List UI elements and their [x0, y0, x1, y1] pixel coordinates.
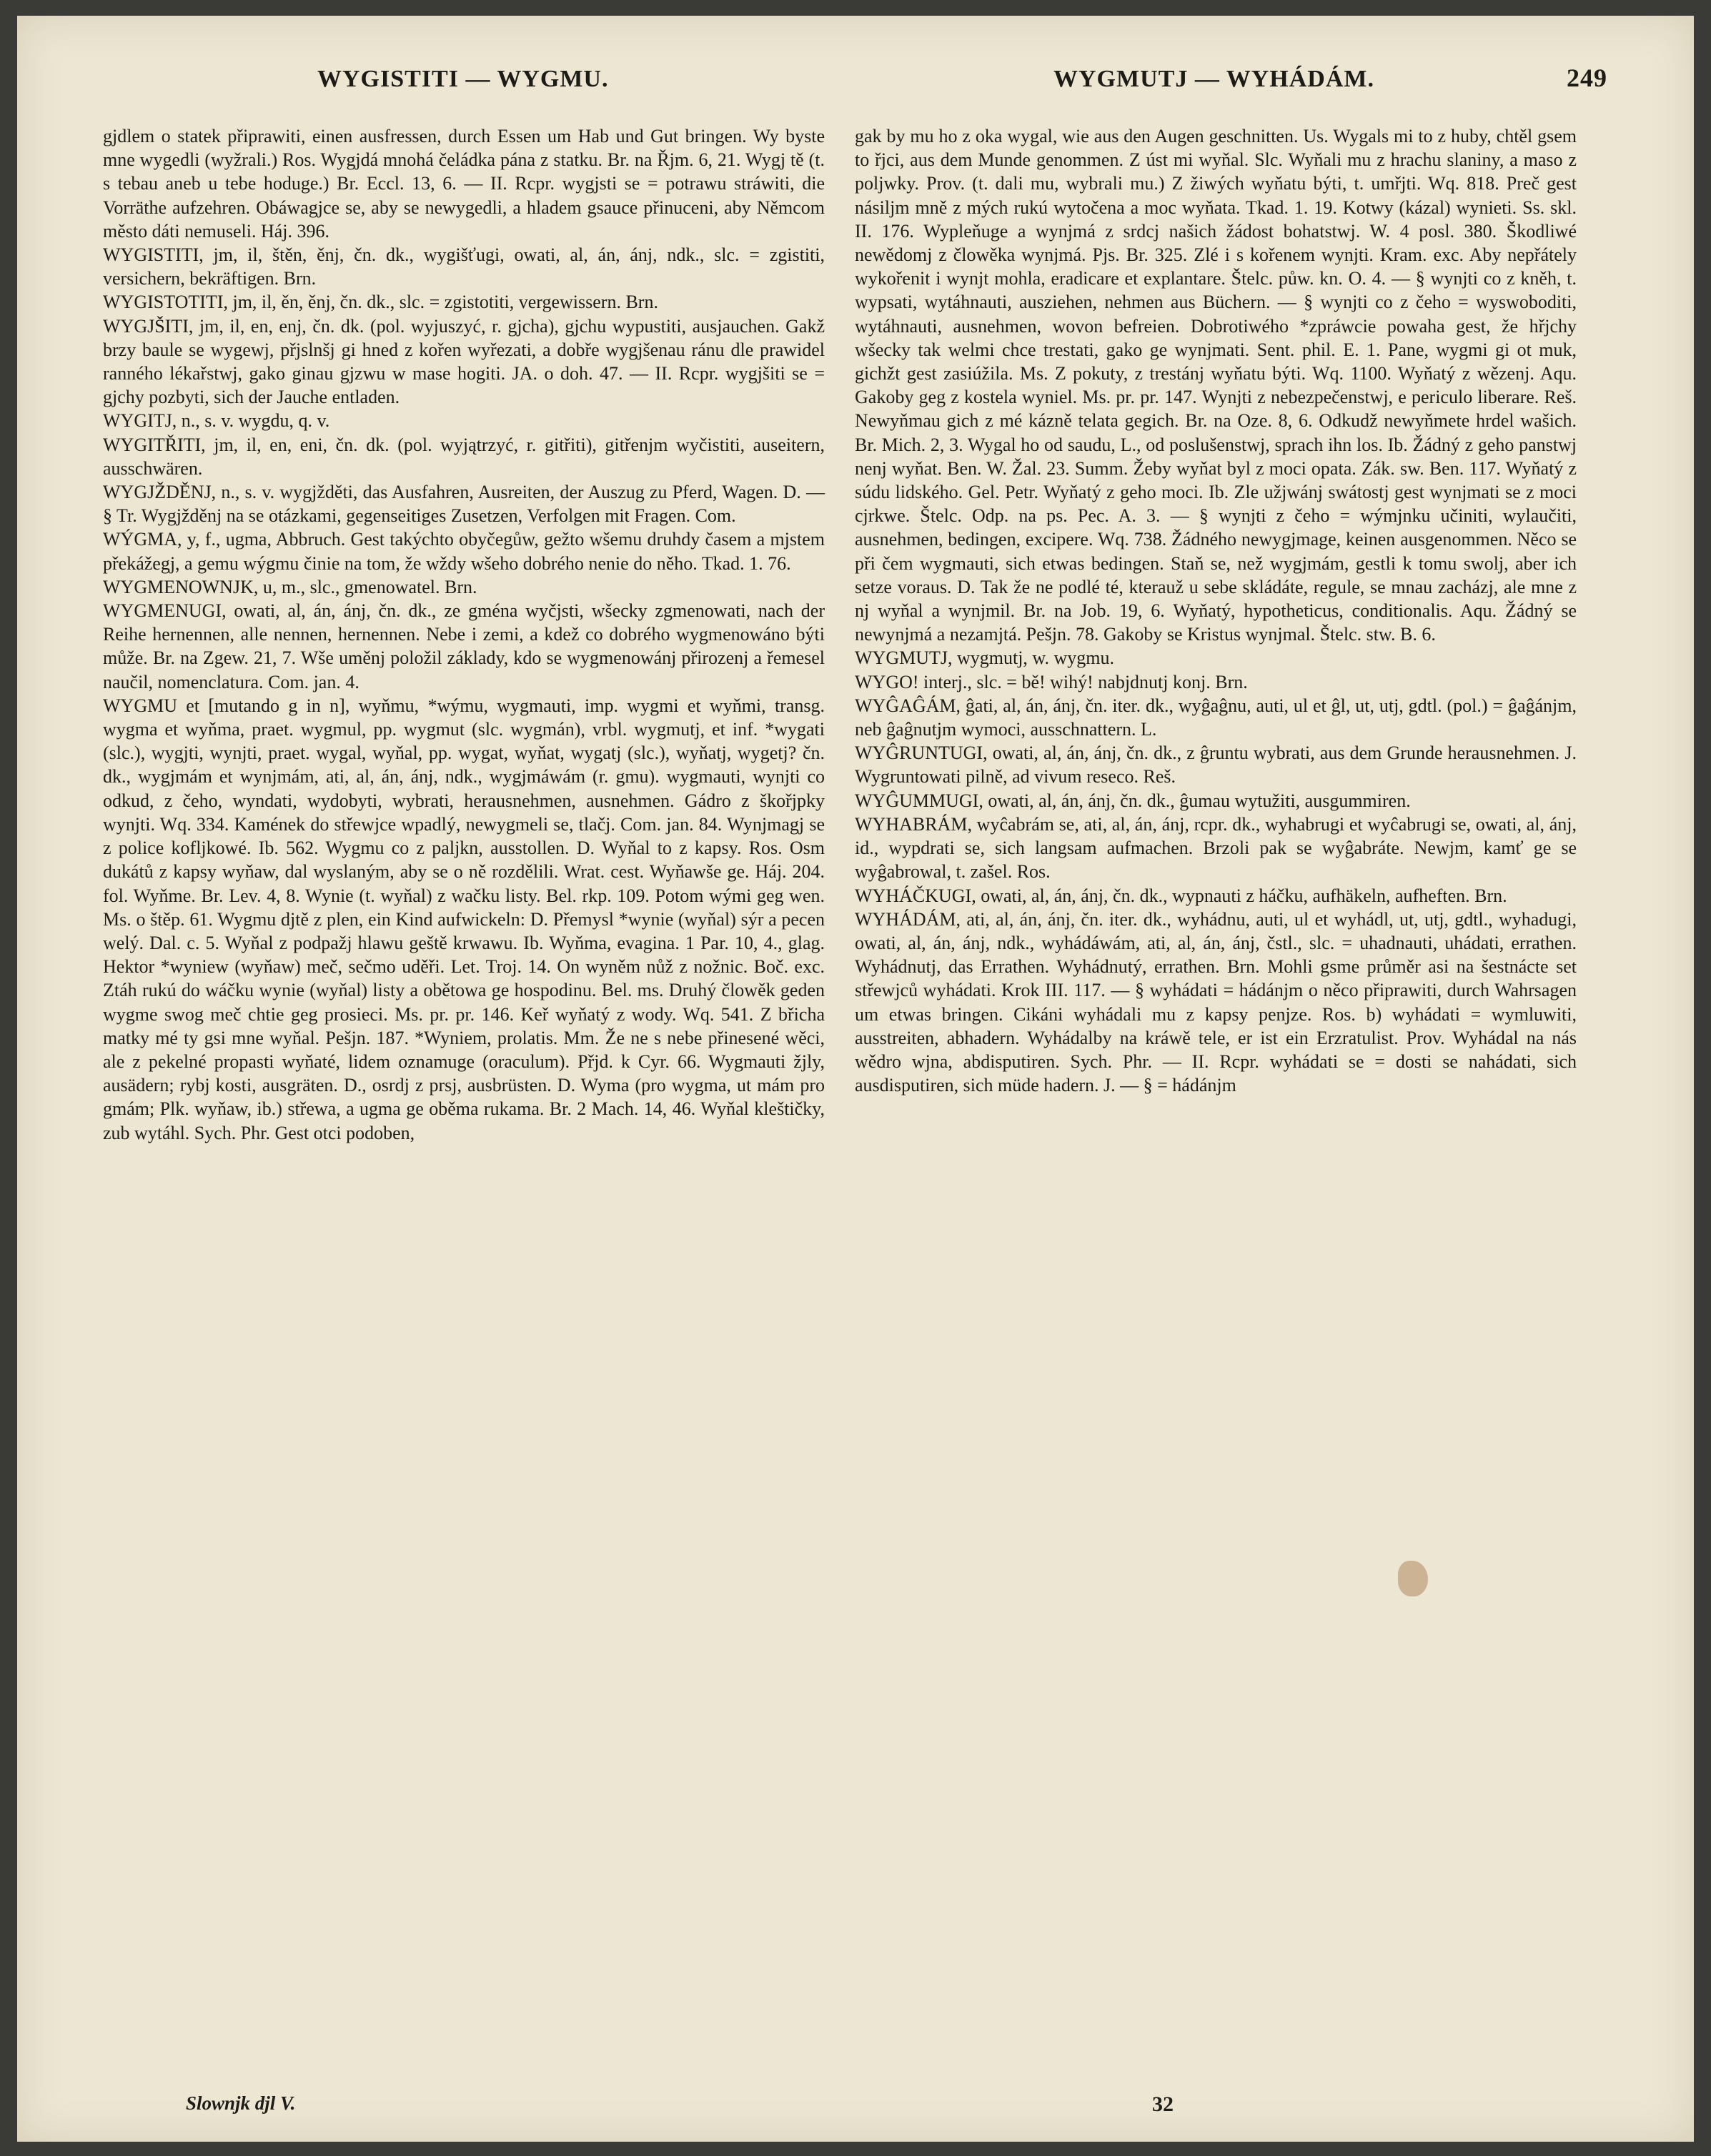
entry-wygistiti: WYGISTITI, jm, il, štěn, ěnj, čn. dk., wygišťugi, owati, al, án, ánj, ndk., slc. = zgistiti, versichern, bekräftigen. Brn.	[103, 244, 825, 289]
entry-wygmenownjk: WYGMENOWNJK, u, m., slc., gmenowatel. Brn.	[103, 576, 477, 597]
right-column	[855, 124, 1577, 1097]
page-number: 249	[1567, 64, 1607, 92]
entry-wygruntugi: WYĜRUNTUGI, owati, al, án, ánj, čn. dk., z ĝruntu wybrati, aus dem Grunde herausnehmen. J. Wygruntowati pilně, ad vivum reseco. Reš.	[855, 742, 1577, 788]
page-header	[17, 59, 1694, 101]
entry-wygjzdenj: WYGJŽDĚNJ, n., s. v. wygjžděti, das Ausfahren, Ausreiten, der Auszug zu Pferd, Wagen. D. — § Tr. Wygjžděnj na se otázkami, gegenseitiges Zusetzen, Verfolgen mit Fragen. Com.	[103, 482, 825, 527]
signature-mark: Slownjk djl V.	[186, 2092, 296, 2114]
entry-paragraph: gjdlem o statek připrawiti, einen ausfressen, durch Essen um Hab und Gut bringen. Wy byste mne wygedli (wyžrali.) Ros. Wygjdá mnohá čeládka pána z statku. Br. na Řjm. 6, 21. Wygj tě (t. s tebau aneb u tebe hoduge.) Br. Eccl. 13, 6. — II. Rcpr. wygjsti se = potrawu stráwiti, die Vorräthe aufzehren. Obáwagjce se, aby se newygedli, a hladem gsauce přinuceni, aby Němcom město dáti nemuseli. Háj. 396.	[103, 126, 825, 242]
dictionary-page	[17, 16, 1694, 2142]
entry-wygjsiti: WYGJŠITI, jm, il, en, enj, čn. dk. (pol. wyjuszyć, r. gjcha), gjchu wypustiti, ausjauchen. Gakž brzy baule se wygewj, přjslnšj gi hned z kořen wyřezati, a dobře wygjšenau ránu dle prawidel ranného lékařstwj, gako ginau gjzwu w mase hogiti. JA. o doh. 47. — II. Rcpr. wygjšiti se = gjchy pozbyti, sich der Jauche entladen.	[103, 315, 825, 408]
entry-wygagam: WYĜAĜÁM, ĝati, al, án, ánj, čn. iter. dk., wyĝaĝnu, auti, ul et ĝl, ut, utj, gdtl. (pol.) = ĝaĝánjm, neb ĝaĝnutjm wymoci, ausschnattern. L.	[855, 695, 1577, 740]
right-running-head: WYGMUTJ — WYHÁDÁM.	[1053, 66, 1374, 92]
entry-wygitj: WYGITJ, n., s. v. wygdu, q. v.	[103, 410, 330, 432]
entry-paragraph: gak by mu ho z oka wygal, wie aus den Augen geschnitten. Us. Wygals mi to z huby, chtěl gsem to řjci, aus dem Munde genommen. Z úst mi wyňal. Slc. Wyňali mu z hrachu slaniny, a maso z poljwky. Prov. (t. dali mu, wybrali mu.) Z žiwých wyňatu býti, t. umřjti. Wq. 818. Preč gest násiljm mně z mých rukú wytočena a moc wyňata. Tkad. 1. 19. Kotwy (kázal) wynieti. Ss. skl. II. 176. Wypleňuge a wynjmá z srdcj našich žádost bohatstwj. W. 4 posl. 380. Škodliwé newědomj z člowěka wynjmá. Pjs. Br. 325. Zlé i s kořenem wynjti. Kram. exc. Aby nepřátely wykořenit i wynjt mohla, eradicare et explantare. Štelc. půw. kn. O. 4. — § wynjti co z kněh, t. wypsati, wytáhnauti, ausziehen, nehmen aus Büchern. — § wynjti co z čeho = wyswoboditi, wytáhnauti, ausnehmen, wovon befreien. Dobrotiwého *zpráwcie powaha gest, že hřjchy wšecky tak welmi chce trestati, gako ge wynjmati. Sent. phil. E. 1. Pane, wygmi gi ot muk, gichžt gest zasiúžila. Ms. Z pokuty, z trestánj wyňatu býti. Wq. 1100. Wyňatý z wězenj. Aqu. Gakoby geg z kostela wyniel. Ms. pr. pr. 147. Wynjti z nebezpečenstwj, e periculo liberare. Reš. Newyňmau gich z mé kázně telata gegich. Br. na Oze. 8, 6. Odkudž newyňmete hrdel wašich. Br. Mich. 2, 3. Wygal ho od saudu, L., od poslušenstwj, sprach ihn los. Ib. Žádný z geho panstwj nenj wyňat. Ben. W. Žal. 23. Summ. Žeby wyňat byl z moci opata. Zák. sw. Ben. 117. Wyňatý z súdu lidského. Gel. Petr. Wyňatý z geho moci. Ib. Zle užjwánj swátostj gest wynjmati se z moci cjrkwe. Štelc. Odp. na ps. Pec. A. 3. — § wynjti z čeho = wýmjnku učiniti, wylaučiti, ausnehmen, bedingen, excipere. Wq. 738. Žádného newygjmage, keinen ausgenommen. Něco se při čem wygmauti, sich etwas bedingen. Staň se, než wygjmám, gestli k tomu swolj, aber ich setze voraus. D. Tak že ne podlé té, kterauž u sebe skládáte, regule, se mnau zacházj, ale mne z nj wyňal a wynjmil. Br. na Job. 19, 6. Wyňatý, hypotheticus, conditionalis. Aqu. Žádný se newynjmá a nezamjtá. Pešjn. 78. Gakoby se Kristus wynjmal. Štelc. stw. B. 6.	[855, 126, 1577, 645]
left-column	[103, 124, 825, 1145]
sheet-number: 32	[1152, 2092, 1174, 2116]
paper-stain	[1398, 1561, 1428, 1596]
entry-wygmenugi: WYGMENUGI, owati, al, án, ánj, čn. dk., ze gména wyčjsti, wšecky zgmenowati, nach der Reihe hernennen, alle nennen, hernennen. Nebe i zemi, a kdež co dobrého wygmenowáno býti může. Br. na Zgew. 21, 7. Wše uměnj položil základy, kdo se wygmenowánj přirozenj a řemesel naučil, nomenclatura. Com. jan. 4.	[103, 600, 825, 692]
entry-wygo: WYGO! interj., slc. = bě! wihý! nabjdnutj konj. Brn.	[855, 671, 1248, 692]
entry-wygummugi: WYĜUMMUGI, owati, al, án, ánj, čn. dk., ĝumau wytužiti, ausgummiren.	[855, 790, 1411, 811]
entry-wygmu: WYGMU et [mutando g in n], wyňmu, *wýmu, wygmauti, imp. wygmi et wyňmi, transg. wygma et wyňma, praet. wygmul, pp. wygmut (slc. wygmán), vrbl. wygmutj, et inf. *wygati (slc.), wygjti, wynjti, praet. wygal, wyňal, pp. wygat, wyňat, wygatj (slc.), wyňatj, wygetj? čn. dk., wygjmám et wynjmám, ati, al, án, ánj, ndk., wygjmáwám (r. gmu). wygmauti, wynjti co odkud, z čeho, wyndati, wydobyti, wybrati, herausnehmen, ausnehmen. Gádro z škořjpky wynjti. Wq. 334. Kamének do střewjce wpadlý, newygmeli se, tlačj. Com. jan. 84. Wynjmagj se z police kofljkowé. Ib. 562. Wygmu co z paljkn, ausstollen. D. Wyňal to z kapsy. Ros. Osm dukátů z kapsy wyňaw, dal wyslaným, aby se o ně rozdělili. Wrat. cest. Wyňawše ge. Háj. 204. fol. Wyňme. Br. Lev. 4, 8. Wynie (t. wyňal) z wačku listy. Bel. rkp. 109. Potom wými geg wen. Ms. o štěp. 61. Wygmu djtě z plen, ein Kind aufwickeln: D. Přemysl *wynie (wyňal) sýr a pecen welý. Dal. c. 5. Wyňal z podpažj hlawu geště krwawu. Ib. Wyňma, evagina. 1 Par. 10, 4., glag. Hektor *wyniew (wyňaw) meč, sečmo uděři. Let. Troj. 14. On wyněm nůž z nožnic. Boč. exc. Ztáh rukú do wáčku wynie (wyňal) listy a obětowa ge hospodinu. Bel. ms. Druhý člowěk geden wygme swog meč chtie geg prosieci. Ms. pr. pr. 146. Keř wyňatý z wody. Wq. 541. Z břicha matky mé ty gsi mne wyňal. Pešjn. 187. *Wyniem, prolatis. Mm. Že ne s nebe přinesené wěci, ale z pekelné propasti wyňaté, lidem oznamuge (oraculum). Přjd. k Cyr. 66. Wygmauti žjly, ausädern; rybj kosti, ausgräten. D., osrdj z prsj, ausbrüsten. D. Wyma (pro wygma, ut mám pro gmám; Plk. wyňaw, ib.) střewa, a ugma ge oběma rukama. Br. 2 Mach. 14, 46. Wyňal kleštičky, zub wytáhl. Sych. Phr. Gest otci podoben,	[103, 695, 825, 1143]
page-footer	[17, 2092, 1694, 2135]
entry-wygma: WÝGMA, y, f., ugma, Abbruch. Gest takýchto obyčegůw, gežto wšemu druhdy časem a mjstem překážegj, a gemu wýgmu činie na tom, že wždy wšeho dobrého nenie do něho. Tkad. 1. 76.	[103, 529, 825, 574]
entry-wygistotiti: WYGISTOTITI, jm, il, ěn, ěnj, čn. dk., slc. = zgistotiti, vergewissern. Brn.	[103, 292, 658, 313]
entry-wyhabram: WYHABRÁM, wyĉabrám se, ati, al, án, ánj, rcpr. dk., wyhabrugi et wyĉabrugi se, owati, al, ánj, id., wypdrati se, sich langsam aufmachen. Brzoli pak se wyĝabráte. Newjm, kamť ge se wyĝabrowal, t. zašel. Ros.	[855, 813, 1577, 883]
left-running-head: WYGISTITI — WYGMU.	[317, 66, 609, 92]
entry-wygmutj: WYGMUTJ, wygmutj, w. wygmu.	[855, 647, 1115, 669]
entry-wygitriti: WYGITŘITI, jm, il, en, eni, čn. dk. (pol. wyjątrzyć, r. gitřiti), gitřenjm wyčistiti, auseitern, ausschwären.	[103, 434, 825, 479]
entry-wyhackugi: WYHÁČKUGI, owati, al, án, ánj, čn. dk., wypnauti z háčku, aufhäkeln, aufheften. Brn.	[855, 885, 1507, 906]
entry-wyhadam: WYHÁDÁM, ati, al, án, ánj, čn. iter. dk., wyhádnu, auti, ul et wyhádl, ut, utj, gdtl., wyhadugi, owati, al, án, ánj, ndk., wyhádáwám, ati, al, án, ánj, čstl., slc. = uhadnauti, uhádati, errathen. Wyhádnutj, das Errathen. Wyhádnutý, errathen. Brn. Mohli gsme průměr asi na šestnácte set střewjců wyhádati. Krok III. 117. — § wyhádati = hádánjm o něco připrawiti, durch Wahrsagen um etwas bringen. Cikáni wyhádali mu z kapsy penjze. Ros. b) wyhádati = wymluwiti, ausstreiten, abhadern. Wyhádalby na kráwě tele, er ist ein Erzratulist. Prov. Wyhádal na nás wědro wjna, abdisputiren. Sych. Phr. — II. Rcpr. wyhádati se = dosti se nahádati, sich ausdisputiren, sich müde hadern. J. — § = hádánjm	[855, 908, 1577, 1096]
